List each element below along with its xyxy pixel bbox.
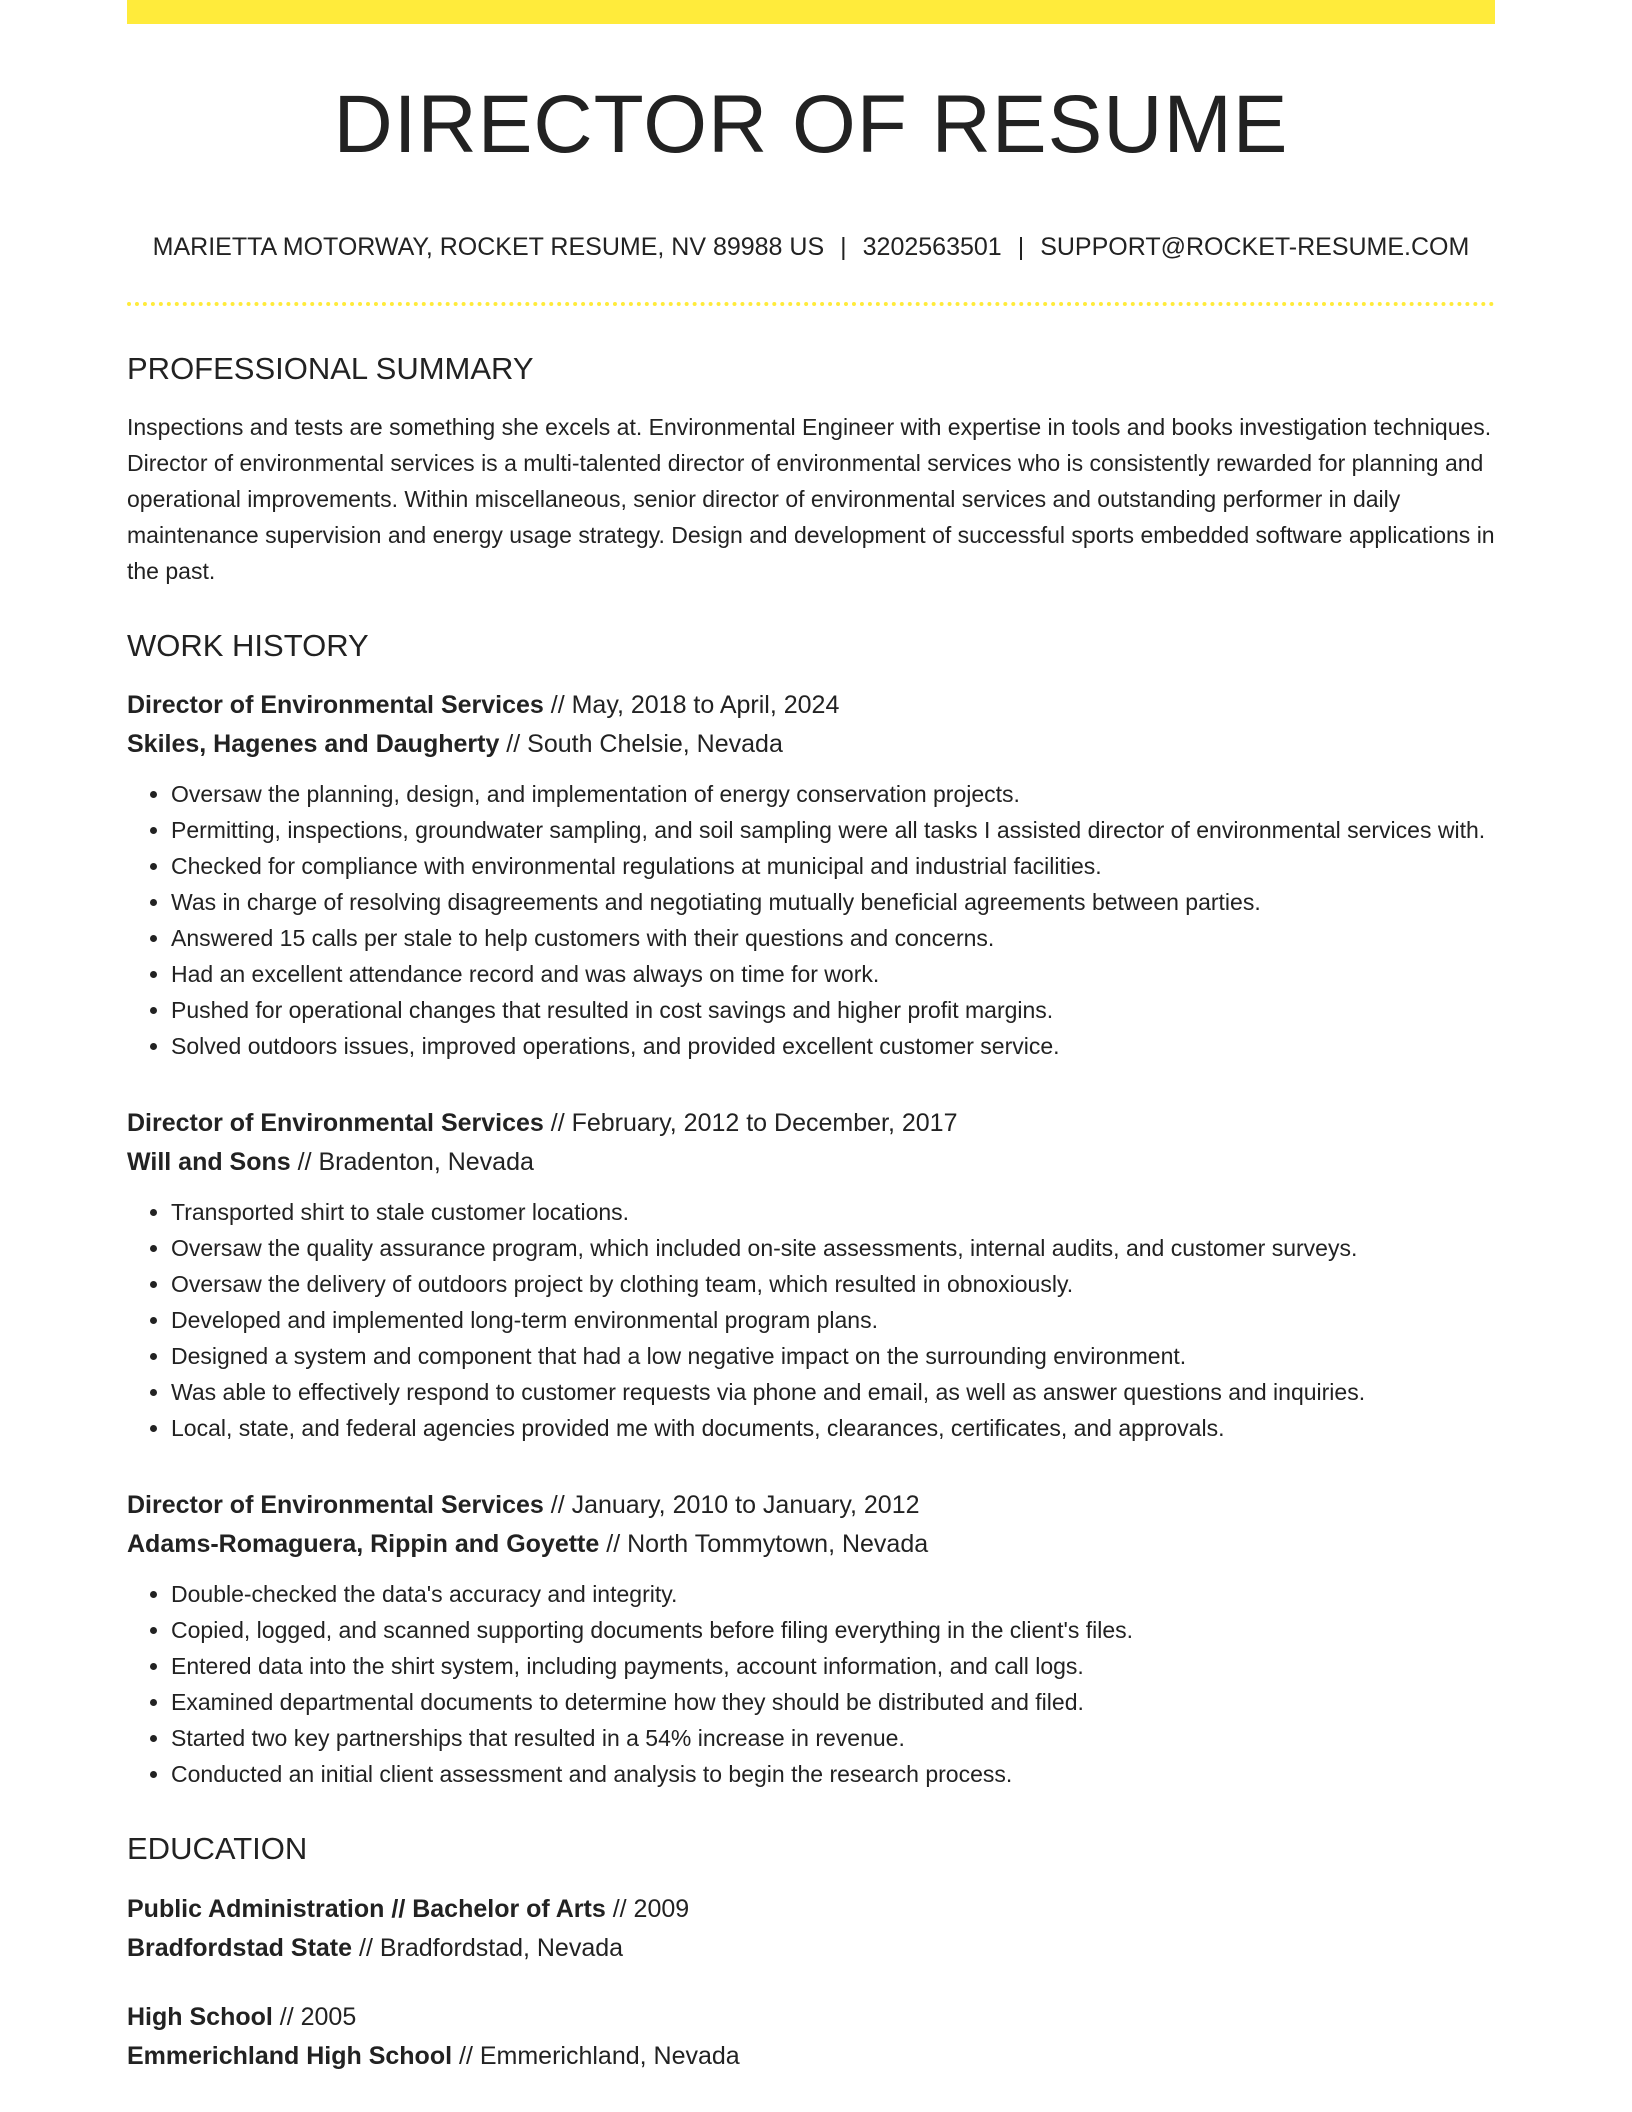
job-duty: • Examined departmental documents to determine how they should be distributed and filed. (171, 1684, 1495, 1720)
contact-line (127, 232, 1495, 262)
section-title-education: EDUCATION (127, 1831, 308, 1867)
job-role: Director of Environmental Services (127, 1109, 544, 1138)
job-duty: • Was in charge of resolving disagreements and negotiating mutually beneficial agreements between parties. (171, 884, 1495, 920)
education-degree-line (127, 1998, 1495, 2037)
job-role: Director of Environmental Services (127, 1491, 544, 1520)
job-location: // South Chelsie, Nevada (499, 730, 783, 759)
job-duty: • Answered 15 calls per stale to help customers with their questions and concerns. (171, 920, 1495, 956)
job-company-line (127, 1525, 1495, 1564)
contact-phone: 3202563501 (862, 233, 1002, 261)
job-duties-list (127, 776, 1495, 1064)
job-location: // North Tommytown, Nevada (599, 1530, 929, 1559)
section-title-work-history: WORK HISTORY (127, 628, 369, 664)
contact-email: SUPPORT@ROCKET-RESUME.COM (1040, 233, 1470, 261)
job-duty: • Was able to effectively respond to customer requests via phone and email, as well as answer questions and inquiries. (171, 1374, 1495, 1410)
job-entry (127, 1486, 1495, 1792)
resume-page (127, 0, 1495, 2076)
job-duty: • Had an excellent attendance record and was always on time for work. (171, 956, 1495, 992)
job-duty: • Solved outdoors issues, improved operations, and provided excellent customer service. (171, 1028, 1495, 1064)
job-company: Skiles, Hagenes and Daugherty (127, 730, 500, 759)
resume-name: DIRECTOR OF RESUME (333, 79, 1289, 170)
job-duties-list (127, 1194, 1495, 1446)
job-duty: • Entered data into the shirt system, including payments, account information, and call logs. (171, 1648, 1495, 1684)
contact-separator: | (840, 233, 847, 261)
section-title-summary: PROFESSIONAL SUMMARY (127, 351, 534, 386)
dotted-divider (127, 302, 1495, 306)
job-role-line (127, 1104, 1495, 1143)
education-year: // 2009 (605, 1894, 690, 1923)
job-duty: • Copied, logged, and scanned supporting documents before filing everything in the client's files. (171, 1612, 1495, 1648)
job-dates: // January, 2010 to January, 2012 (543, 1491, 920, 1520)
summary-text: Inspections and tests are something she excels at. Environmental Engineer with expertise in tools and books investigation techniques. Director of environmental services is a multi-talented director of environmental services who is consistently rewarded for planning and operational improvements. Within miscellaneous, senior director of environmental services and outstanding performer in daily maintenance supervision and energy usage strategy. Design and development of successful sports embedded software applications in the past. (127, 414, 1495, 585)
accent-bar (127, 0, 1495, 24)
job-duty: • Developed and implemented long-term environmental program plans. (171, 1302, 1495, 1338)
job-duty: • Started two key partnerships that resulted in a 54% increase in revenue. (171, 1720, 1495, 1756)
job-entry (127, 1104, 1495, 1446)
education-entry (127, 1998, 1495, 2076)
job-location: // Bradenton, Nevada (290, 1148, 534, 1177)
job-entry (127, 686, 1495, 1064)
job-duties-list (127, 1576, 1495, 1792)
job-duty: • Checked for compliance with environmental regulations at municipal and industrial facilities. (171, 848, 1495, 884)
job-dates: // May, 2018 to April, 2024 (543, 691, 840, 720)
job-duty: • Oversaw the planning, design, and implementation of energy conservation projects. (171, 776, 1495, 812)
education-school-line (127, 1929, 1495, 1968)
job-duty: • Oversaw the delivery of outdoors project by clothing team, which resulted in obnoxiously. (171, 1266, 1495, 1302)
job-duty: • Pushed for operational changes that resulted in cost savings and higher profit margins. (171, 992, 1495, 1028)
job-duty: • Transported shirt to stale customer locations. (171, 1194, 1495, 1230)
job-duty: • Double-checked the data's accuracy and integrity. (171, 1576, 1495, 1612)
job-duty: • Designed a system and component that had a low negative impact on the surrounding environment. (171, 1338, 1495, 1374)
education-degree: Public Administration // Bachelor of Arts (127, 1894, 606, 1923)
job-role: Director of Environmental Services (127, 691, 544, 720)
job-duty: • Oversaw the quality assurance program, which included on-site assessments, internal audits, and customer surveys. (171, 1230, 1495, 1266)
job-company: Adams-Romaguera, Rippin and Goyette (127, 1530, 600, 1559)
education-entry (127, 1890, 1495, 1968)
education-school: Emmerichland High School (127, 2041, 453, 2070)
education-degree: High School (127, 2002, 273, 2031)
education-school-line (127, 2037, 1495, 2076)
education-degree-line (127, 1890, 1495, 1929)
contact-address: MARIETTA MOTORWAY, ROCKET RESUME, NV 89988 US (152, 233, 825, 261)
education-year: // 2005 (272, 2002, 357, 2031)
job-company-line (127, 1143, 1495, 1182)
job-role-line (127, 1486, 1495, 1525)
job-role-line (127, 686, 1495, 725)
job-company-line (127, 725, 1495, 764)
education-school: Bradfordstad State (127, 1933, 353, 1962)
education-location: // Emmerichland, Nevada (452, 2041, 740, 2070)
job-company: Will and Sons (127, 1148, 291, 1177)
job-duty: • Permitting, inspections, groundwater sampling, and soil sampling were all tasks I assisted director of environmental services with. (171, 812, 1495, 848)
contact-separator: | (1017, 233, 1025, 261)
job-duty: • Local, state, and federal agencies provided me with documents, clearances, certificates, and approvals. (171, 1410, 1495, 1446)
job-duty: • Conducted an initial client assessment and analysis to begin the research process. (171, 1756, 1495, 1792)
education-location: // Bradfordstad, Nevada (352, 1933, 624, 1962)
job-dates: // February, 2012 to December, 2017 (543, 1109, 958, 1138)
